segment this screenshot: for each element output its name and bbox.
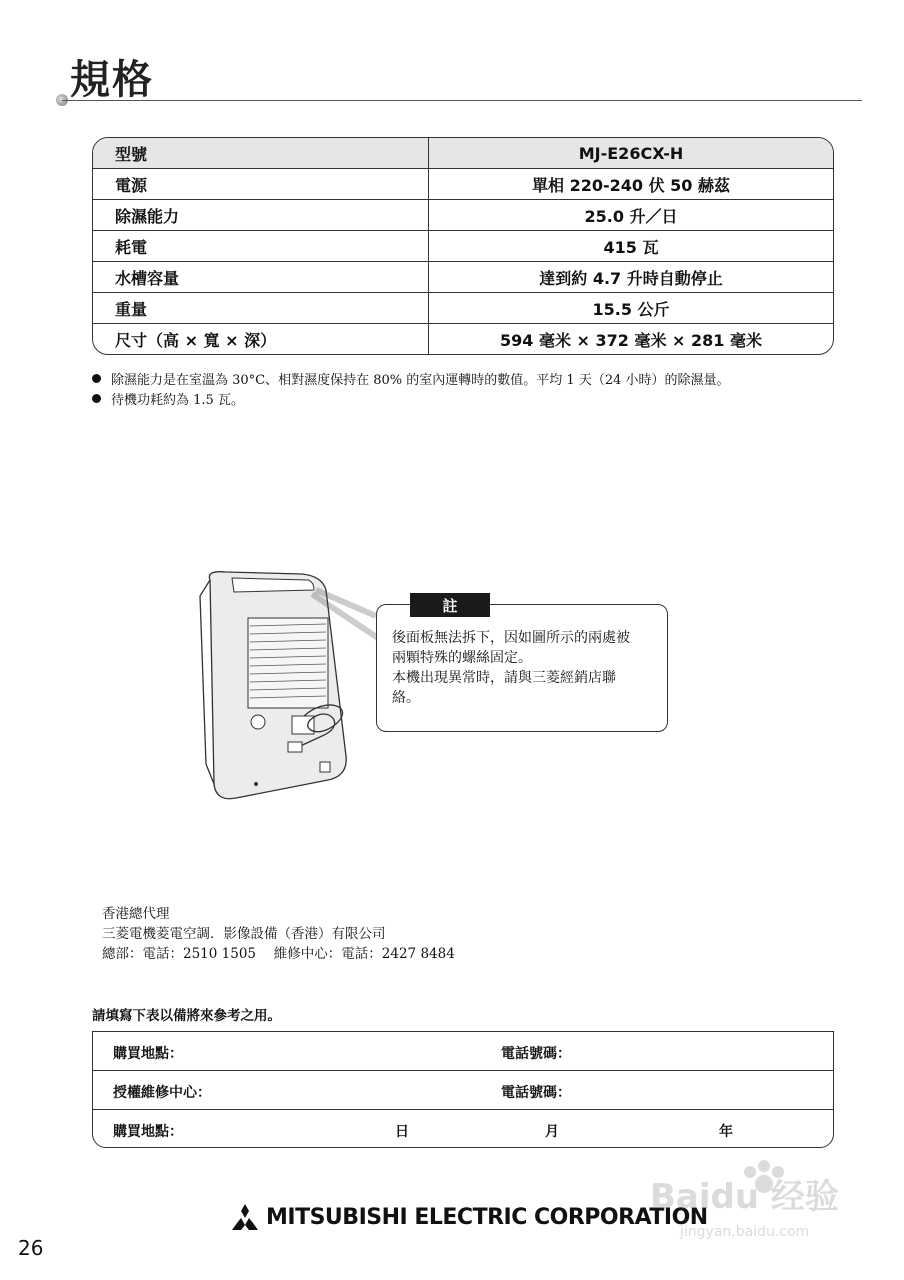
- dehumidifier-rear-illustration: [196, 566, 386, 806]
- bullet-icon: [92, 394, 101, 403]
- spec-label: 水槽容量: [93, 262, 429, 292]
- purchase-date-label: 購買地點：: [113, 1124, 183, 1140]
- spec-value: 達到約 4.7 升時自動停止: [539, 268, 723, 288]
- table-row: [93, 138, 833, 169]
- brand-name: MITSUBISHI ELECTRIC CORPORATION: [266, 1204, 708, 1230]
- note-body: [392, 628, 658, 708]
- note-text: 待機功耗約為 1.5 瓦。: [111, 392, 244, 408]
- table-row: [93, 262, 833, 293]
- page-title: 規格: [70, 57, 154, 103]
- day-label: 日: [395, 1124, 409, 1140]
- page-number: 26: [18, 1236, 44, 1260]
- table-row: [93, 1110, 833, 1149]
- table-row: [93, 169, 833, 200]
- baidu-watermark-icon: [640, 1152, 860, 1252]
- title-underline: [62, 100, 862, 101]
- table-row: [93, 293, 833, 324]
- contact-line: 香港總代理: [102, 906, 170, 922]
- note-tag: 註: [410, 593, 490, 617]
- spec-label: 尺寸（高 × 寬 × 深）: [93, 324, 429, 354]
- phone-label: 電話號碼：: [501, 1085, 571, 1101]
- brand-logo: [230, 1204, 708, 1230]
- spec-notes: [92, 368, 730, 408]
- contact-line: 三菱電機菱電空調．影像設備（香港）有限公司: [102, 926, 386, 942]
- spec-value: 25.0 升／日: [584, 206, 678, 226]
- spec-value: 415 瓦: [603, 237, 659, 257]
- note-item: [92, 368, 730, 388]
- spec-value: 單相 220-240 伏 50 赫茲: [532, 175, 730, 195]
- year-label: 年: [719, 1124, 733, 1140]
- record-form-heading: 請填寫下表以備將來參考之用。: [92, 1008, 281, 1024]
- note-item: [92, 388, 730, 408]
- contact-line: 總部：電話：2510 1505 維修中心：電話：2427 8484: [102, 946, 455, 962]
- spec-label: 重量: [93, 293, 429, 323]
- spec-label: 除濕能力: [93, 200, 429, 230]
- month-label: 月: [545, 1124, 559, 1140]
- spec-label: 耗電: [93, 231, 429, 261]
- note-line: 後面板無法拆下，因如圖所示的兩處被: [392, 630, 630, 646]
- note-line: 絡。: [392, 690, 420, 706]
- note-line: 兩顆特殊的螺絲固定。: [392, 650, 532, 666]
- phone-label: 電話號碼：: [501, 1046, 571, 1062]
- spec-label: 電源: [93, 169, 429, 199]
- three-diamonds-icon: [230, 1204, 260, 1230]
- table-row: [93, 1071, 833, 1110]
- spec-value: 15.5 公斤: [592, 299, 670, 319]
- distributor-contact: [102, 904, 455, 964]
- spec-value: MJ-E26CX-H: [578, 143, 684, 163]
- table-row: [93, 200, 833, 231]
- purchase-place-label: 購買地點：: [113, 1046, 183, 1062]
- specification-table: [92, 137, 834, 355]
- table-row: [93, 1032, 833, 1071]
- table-row: [93, 324, 833, 354]
- service-center-label: 授權維修中心：: [113, 1085, 211, 1101]
- note-line: 本機出現異常時，請與三菱經銷店聯: [392, 670, 616, 686]
- record-form: [92, 1031, 834, 1148]
- spec-label: 型號: [93, 138, 429, 168]
- watermark-logo: Baidu 经验: [650, 1177, 839, 1217]
- table-row: [93, 231, 833, 262]
- watermark-url: jingyan.baidu.com: [680, 1224, 810, 1240]
- spec-value: 594 毫米 × 372 毫米 × 281 毫米: [499, 330, 762, 350]
- note-text: 除濕能力是在室溫為 30°C、相對濕度保持在 80% 的室內運轉時的數值。平均 1 天（24 小時）的除濕量。: [111, 372, 730, 388]
- bullet-icon: [92, 374, 101, 383]
